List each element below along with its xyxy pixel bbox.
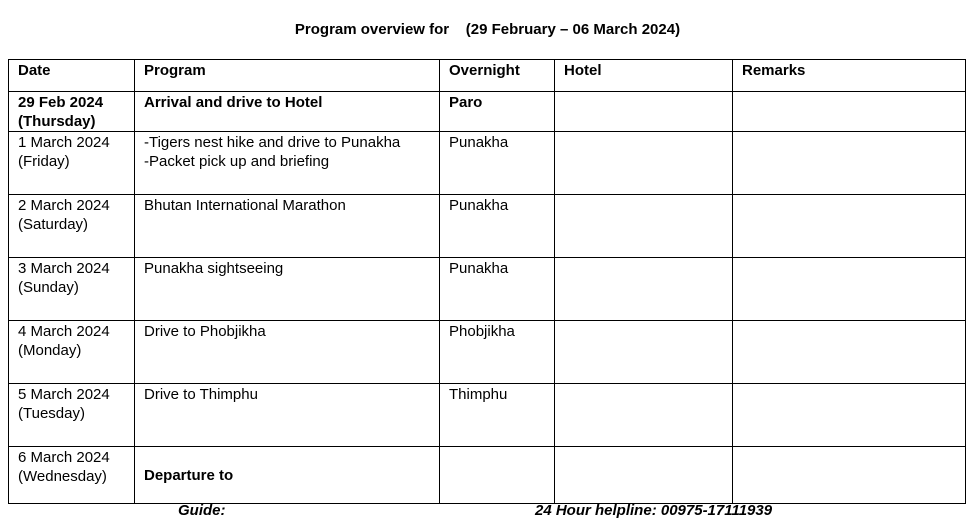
overnight-cell: Punakha <box>440 258 555 321</box>
hotel-cell <box>555 195 733 258</box>
program-text: -Tigers nest hike and drive to Punakha <box>144 134 401 151</box>
remarks-cell <box>733 92 966 132</box>
program-text: -Packet pick up and briefing <box>144 153 330 170</box>
date-cell <box>9 92 135 132</box>
hotel-cell <box>555 384 733 447</box>
guide-label: Guide: <box>178 502 226 519</box>
overnight-cell <box>440 447 555 504</box>
program-text: Arrival and drive to Hotel <box>144 94 323 111</box>
date-text: 29 Feb 2024 <box>18 94 104 111</box>
program-text: Bhutan International Marathon <box>144 197 346 214</box>
helpline-text: 24 Hour helpline: 00975-17111939 <box>535 502 773 519</box>
header-overnight: Overnight <box>440 60 555 92</box>
program-cell <box>135 447 440 504</box>
program-text: Drive to Thimphu <box>144 386 258 403</box>
hotel-cell <box>555 132 733 195</box>
remarks-cell <box>733 384 966 447</box>
date-text: 2 March 2024 <box>18 197 110 214</box>
remarks-cell <box>733 195 966 258</box>
header-remarks: Remarks <box>733 60 966 92</box>
table-row <box>9 92 966 132</box>
weekday-text: (Sunday) <box>18 279 79 296</box>
weekday-text: (Tuesday) <box>18 405 85 422</box>
program-text: Departure to <box>144 467 234 484</box>
date-cell <box>9 447 135 504</box>
weekday-text: (Wednesday) <box>18 468 107 485</box>
overnight-cell: Thimphu <box>440 384 555 447</box>
document-title: Program overview for (29 February – 06 March 2024) <box>294 21 681 38</box>
program-cell <box>135 384 440 447</box>
program-table <box>8 59 966 504</box>
date-cell <box>9 384 135 447</box>
program-cell <box>135 195 440 258</box>
hotel-cell <box>555 258 733 321</box>
program-cell <box>135 92 440 132</box>
date-cell <box>9 195 135 258</box>
date-text: 1 March 2024 <box>18 134 110 151</box>
date-text: 5 March 2024 <box>18 386 110 403</box>
table-row <box>9 384 966 447</box>
header-program: Program <box>135 60 440 92</box>
hotel-cell <box>555 447 733 504</box>
table-row <box>9 132 966 195</box>
overnight-cell: Phobjikha <box>440 321 555 384</box>
table-header-row <box>9 60 966 92</box>
date-text: 6 March 2024 <box>18 449 110 466</box>
program-text: Drive to Phobjikha <box>144 323 266 340</box>
program-cell <box>135 258 440 321</box>
weekday-text: (Thursday) <box>18 113 96 130</box>
date-cell <box>9 258 135 321</box>
weekday-text: (Monday) <box>18 342 82 359</box>
table-row <box>9 447 966 504</box>
table-row <box>9 195 966 258</box>
remarks-cell <box>733 258 966 321</box>
hotel-cell <box>555 321 733 384</box>
program-text: Punakha sightseeing <box>144 260 284 277</box>
program-spacer <box>144 448 430 467</box>
date-cell <box>9 132 135 195</box>
remarks-cell <box>733 132 966 195</box>
table-row <box>9 321 966 384</box>
remarks-cell <box>733 321 966 384</box>
hotel-cell <box>555 92 733 132</box>
overnight-cell: Punakha <box>440 195 555 258</box>
date-text: 4 March 2024 <box>18 323 110 340</box>
weekday-text: (Friday) <box>18 153 70 170</box>
table-row <box>9 258 966 321</box>
program-cell <box>135 132 440 195</box>
remarks-cell <box>733 447 966 504</box>
program-cell <box>135 321 440 384</box>
overnight-cell: Paro <box>440 92 555 132</box>
date-cell <box>9 321 135 384</box>
header-hotel: Hotel <box>555 60 733 92</box>
weekday-text: (Saturday) <box>18 216 89 233</box>
overnight-cell: Punakha <box>440 132 555 195</box>
header-date: Date <box>9 60 135 92</box>
date-text: 3 March 2024 <box>18 260 110 277</box>
